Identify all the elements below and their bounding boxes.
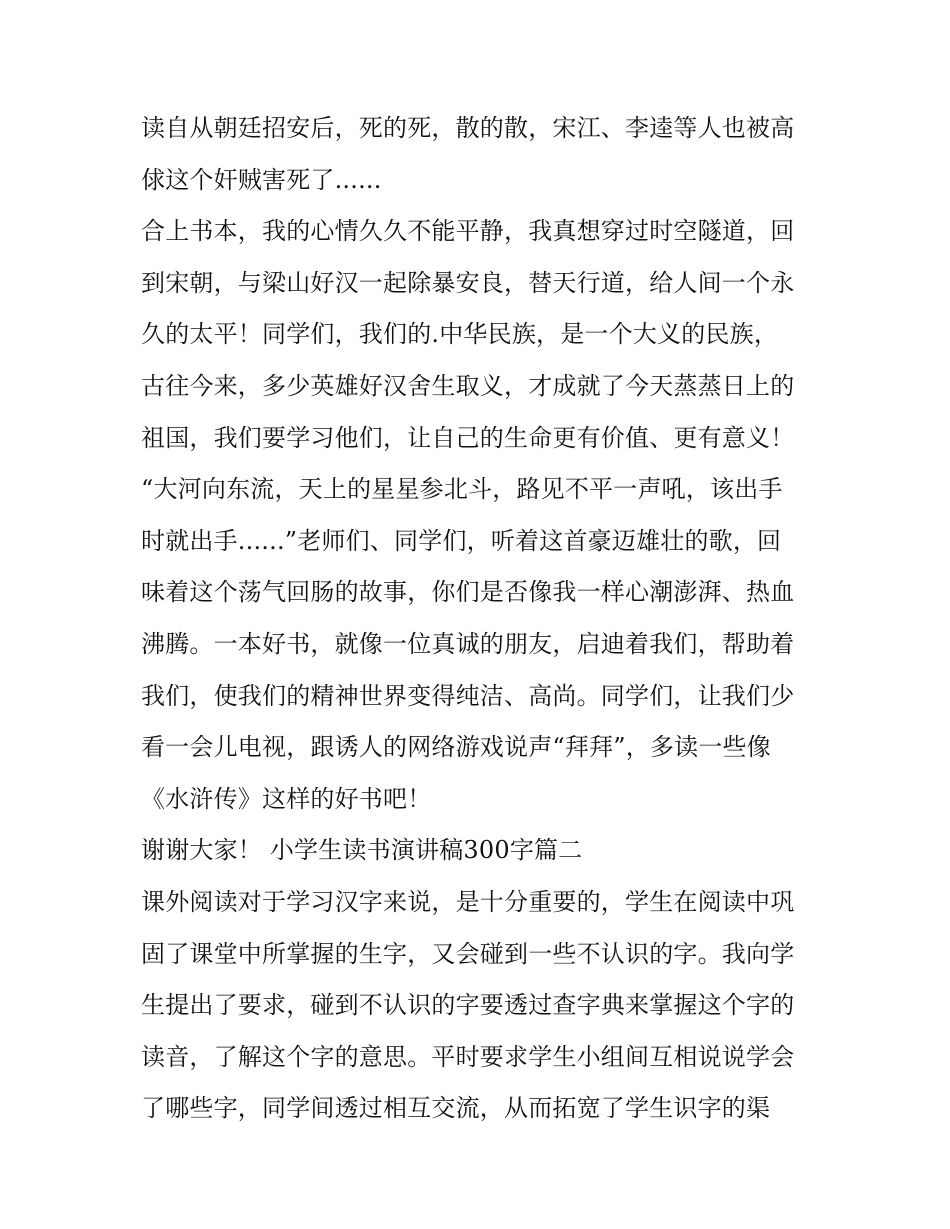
text-line: 沸腾。一本好书，就像一位真诚的朋友，启迪着我们，帮助着 (141, 629, 795, 658)
text-line: 祖国，我们要学习他们，让自己的生命更有价值、更有意义！ (141, 423, 795, 452)
text-line: 了哪些字，同学间透过相互交流，从而拓宽了学生识字的渠 (141, 1094, 771, 1123)
text-line: 合上书本，我的心情久久不能平静，我真想穿过时空隧道，回 (141, 217, 795, 246)
text-line: 读自从朝廷招安后，死的死，散的散，宋江、李逵等人也被高 (141, 114, 795, 142)
text-line: 古往今来，多少英雄好汉舍生取义，才成就了今天蒸蒸日上的 (141, 371, 795, 400)
text-line: 俅这个奸贼害死了...... (141, 165, 382, 194)
body-text (141, 103, 821, 1135)
text-line: 《水浒传》这样的好书吧！ (141, 784, 432, 813)
text-line: 味着这个荡气回肠的故事，你们是否像我一样心潮澎湃、热血 (141, 578, 795, 607)
text-line: 时就出手......”老师们、同学们，听着这首豪迈雄壮的歌，回 (141, 526, 782, 555)
text-line: 到宋朝，与梁山好汉一起除暴安良，替天行道，给人间一个永 (141, 268, 795, 297)
text-line: 固了课堂中所掌握的生字，又会碰到一些不认识的字。我向学 (141, 939, 795, 968)
text-line: 生提出了要求，碰到不认识的字要透过查字典来掌握这个字的 (141, 991, 795, 1020)
text-line: “大河向东流，天上的星星参北斗，路见不平一声吼，该出手 (141, 475, 783, 504)
text-line: 读音，了解这个字的意思。平时要求学生小组间互相说说学会 (141, 1042, 795, 1071)
text-line: 我们，使我们的精神世界变得纯洁、高尚。同学们，让我们少 (141, 681, 795, 710)
text-line: 久的太平！同学们，我们的.中华民族，是一个大义的民族， (141, 320, 779, 349)
text-line: 课外阅读对于学习汉字来说，是十分重要的，学生在阅读中巩 (141, 887, 795, 916)
section-heading-line: 谢谢大家！ 小学生读书演讲稿300字篇二 (141, 836, 583, 865)
text-line: 看一会儿电视，跟诱人的网络游戏说声“拜拜”，多读一些像 (141, 733, 771, 762)
